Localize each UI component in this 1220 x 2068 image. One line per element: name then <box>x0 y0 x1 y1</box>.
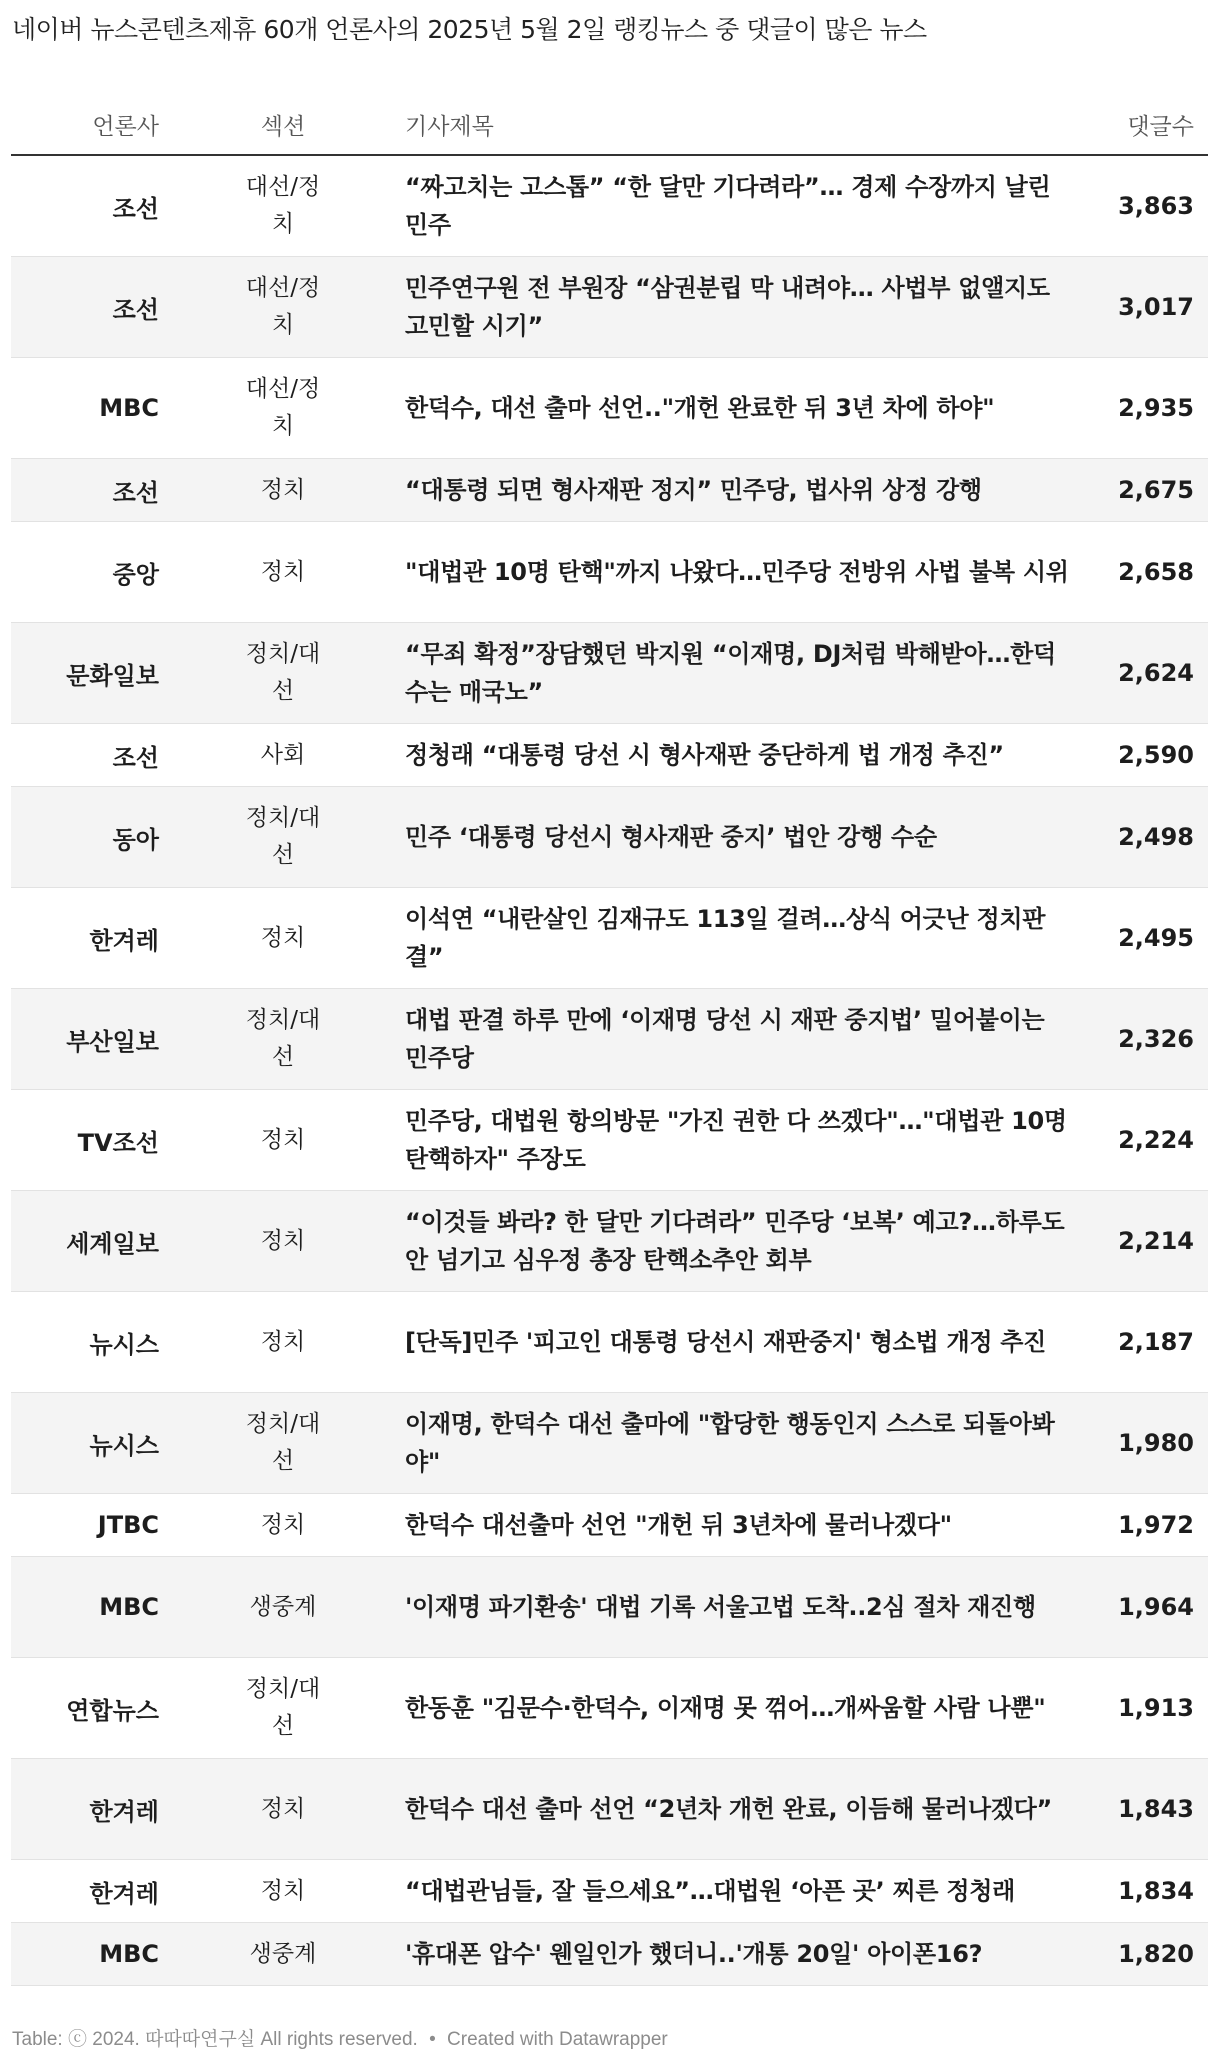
section-cell <box>171 724 395 787</box>
section-cell <box>171 1494 395 1557</box>
table-row <box>11 1759 1208 1860</box>
table-row <box>11 522 1208 623</box>
publisher-cell: 뉴시스 <box>11 1292 171 1393</box>
headline-cell: “짜고치는 고스톱” “한 달만 기다려라”… 경제 수장까지 날린 민주 <box>395 155 1089 257</box>
table-row <box>11 155 1208 257</box>
comment-count-cell: 1,972 <box>1089 1494 1208 1557</box>
section-cell <box>171 1860 395 1923</box>
publisher-cell: MBC <box>11 1557 171 1658</box>
headline-cell: 이석연 “내란살인 김재규도 113일 걸려…상식 어긋난 정치판결” <box>395 888 1089 989</box>
table-row <box>11 1923 1208 1986</box>
publisher-cell: TV조선 <box>11 1090 171 1191</box>
section-cell <box>171 257 395 358</box>
column-header-section[interactable]: 섹션 <box>171 94 395 155</box>
publisher-cell: 조선 <box>11 257 171 358</box>
comment-count-cell: 1,820 <box>1089 1923 1208 1986</box>
section-label: 정치 <box>260 1795 306 1822</box>
footer-source: Table: ⓒ 2024. 따따따연구실 All rights reserved. <box>12 2029 418 2050</box>
headline-cell: 한덕수, 대선 출마 선언.."개헌 완료한 뒤 3년 차에 하야" <box>395 358 1089 459</box>
section-label: 대선/정치 <box>245 174 321 237</box>
table-title: 네이버 뉴스콘텐츠제휴 60개 언론사의 2025년 5월 2일 랭킹뉴스 중 댓글이 많은 뉴스 <box>12 15 927 44</box>
headline-cell: 대법 판결 하루 만에 ‘이재명 당선 시 재판 중지법’ 밀어붙이는 민주당 <box>395 989 1089 1090</box>
comment-count-cell: 2,187 <box>1089 1292 1208 1393</box>
section-label: 정치 <box>260 924 306 951</box>
news-table <box>11 94 1208 1986</box>
comment-count-cell: 2,495 <box>1089 888 1208 989</box>
table-row <box>11 1292 1208 1393</box>
publisher-cell: 부산일보 <box>11 989 171 1090</box>
table-row <box>11 623 1208 724</box>
publisher-cell: 중앙 <box>11 522 171 623</box>
publisher-cell: MBC <box>11 1923 171 1986</box>
comment-count-cell: 2,214 <box>1089 1191 1208 1292</box>
comment-count-cell: 1,834 <box>1089 1860 1208 1923</box>
comment-count-cell: 1,913 <box>1089 1658 1208 1759</box>
section-cell <box>171 787 395 888</box>
section-cell <box>171 522 395 623</box>
table-row <box>11 257 1208 358</box>
section-label: 정치/대선 <box>245 1007 321 1070</box>
section-label: 정치/대선 <box>245 1411 321 1474</box>
table-row <box>11 1494 1208 1557</box>
headline-cell: 민주연구원 전 부원장 “삼권분립 막 내려야… 사법부 없앨지도 고민할 시기” <box>395 257 1089 358</box>
publisher-cell: 뉴시스 <box>11 1393 171 1494</box>
section-cell <box>171 888 395 989</box>
section-label: 정치/대선 <box>245 805 321 868</box>
comment-count-cell: 2,224 <box>1089 1090 1208 1191</box>
section-cell <box>171 358 395 459</box>
column-header-publisher[interactable]: 언론사 <box>11 94 171 155</box>
section-cell <box>171 1292 395 1393</box>
comment-count-cell: 3,017 <box>1089 257 1208 358</box>
table-row <box>11 1860 1208 1923</box>
comment-count-cell: 3,863 <box>1089 155 1208 257</box>
comment-count-cell: 2,590 <box>1089 724 1208 787</box>
headline-cell: 민주당, 대법원 항의방문 "가진 권한 다 쓰겠다"…"대법관 10명 탄핵하자" 주장도 <box>395 1090 1089 1191</box>
section-label: 생중계 <box>249 1940 317 1967</box>
table-row <box>11 989 1208 1090</box>
section-cell <box>171 1923 395 1986</box>
headline-cell: “대법관님들, 잘 들으세요”…대법원 ‘아픈 곳’ 찌른 정청래 <box>395 1860 1089 1923</box>
section-cell <box>171 1191 395 1292</box>
section-cell <box>171 1658 395 1759</box>
table-body <box>11 155 1208 1986</box>
publisher-cell: 세계일보 <box>11 1191 171 1292</box>
table-row <box>11 1191 1208 1292</box>
table-row <box>11 724 1208 787</box>
comment-count-cell: 2,624 <box>1089 623 1208 724</box>
headline-cell: “무죄 확정”장담했던 박지원 “이재명, DJ처럼 박해받아…한덕수는 매국노” <box>395 623 1089 724</box>
section-label: 정치 <box>260 558 306 585</box>
table-row <box>11 888 1208 989</box>
headline-cell: 이재명, 한덕수 대선 출마에 "합당한 행동인지 스스로 되돌아봐야" <box>395 1393 1089 1494</box>
headline-cell: 한덕수 대선 출마 선언 “2년차 개헌 완료, 이듬해 물러나겠다” <box>395 1759 1089 1860</box>
publisher-cell: JTBC <box>11 1494 171 1557</box>
section-label: 정치/대선 <box>245 1676 321 1739</box>
table-row <box>11 459 1208 522</box>
section-label: 정치 <box>260 1328 306 1355</box>
footer-separator: • <box>429 2029 436 2050</box>
section-label: 정치 <box>260 1877 306 1904</box>
table-row <box>11 1090 1208 1191</box>
comment-count-cell: 1,980 <box>1089 1393 1208 1494</box>
section-cell <box>171 1759 395 1860</box>
section-label: 대선/정치 <box>245 275 321 338</box>
table-header <box>11 94 1208 155</box>
comment-count-cell: 2,935 <box>1089 358 1208 459</box>
section-label: 정치 <box>260 1126 306 1153</box>
publisher-cell: 한겨레 <box>11 888 171 989</box>
table-row <box>11 1557 1208 1658</box>
section-cell <box>171 1393 395 1494</box>
section-cell <box>171 623 395 724</box>
footer <box>12 2024 668 2051</box>
publisher-cell: 조선 <box>11 155 171 257</box>
section-label: 정치 <box>260 476 306 503</box>
headline-cell: "대법관 10명 탄핵"까지 나왔다…민주당 전방위 사법 불복 시위 <box>395 522 1089 623</box>
section-label: 정치 <box>260 1511 306 1538</box>
table-row <box>11 358 1208 459</box>
comment-count-cell: 2,326 <box>1089 989 1208 1090</box>
comment-count-cell: 2,658 <box>1089 522 1208 623</box>
comment-count-cell: 2,498 <box>1089 787 1208 888</box>
publisher-cell: 동아 <box>11 787 171 888</box>
comment-count-cell: 1,964 <box>1089 1557 1208 1658</box>
publisher-cell: 조선 <box>11 459 171 522</box>
table-row <box>11 787 1208 888</box>
headline-cell: “대통령 되면 형사재판 정지” 민주당, 법사위 상정 강행 <box>395 459 1089 522</box>
section-label: 생중계 <box>249 1593 317 1620</box>
publisher-cell: 한겨레 <box>11 1860 171 1923</box>
headline-cell: '휴대폰 압수' 웬일인가 했더니..'개통 20일' 아이폰16? <box>395 1923 1089 1986</box>
publisher-cell: MBC <box>11 358 171 459</box>
section-cell <box>171 459 395 522</box>
section-cell <box>171 1557 395 1658</box>
headline-cell: 정청래 “대통령 당선 시 형사재판 중단하게 법 개정 추진” <box>395 724 1089 787</box>
publisher-cell: 문화일보 <box>11 623 171 724</box>
footer-credit-link[interactable]: Created with Datawrapper <box>447 2029 668 2050</box>
headline-cell: 한동훈 "김문수·한덕수, 이재명 못 꺾어…개싸움할 사람 나뿐" <box>395 1658 1089 1759</box>
table-row <box>11 1393 1208 1494</box>
section-cell <box>171 1090 395 1191</box>
section-label: 사회 <box>260 741 306 768</box>
comment-count-cell: 2,675 <box>1089 459 1208 522</box>
section-cell <box>171 989 395 1090</box>
headline-cell: '이재명 파기환송' 대법 기록 서울고법 도착..2심 절차 재진행 <box>395 1557 1089 1658</box>
section-label: 정치 <box>260 1227 306 1254</box>
publisher-cell: 조선 <box>11 724 171 787</box>
table-row <box>11 1658 1208 1759</box>
publisher-cell: 한겨레 <box>11 1759 171 1860</box>
column-header-headline[interactable]: 기사제목 <box>395 94 1089 155</box>
section-cell <box>171 155 395 257</box>
headline-cell: [단독]민주 '피고인 대통령 당선시 재판중지' 형소법 개정 추진 <box>395 1292 1089 1393</box>
section-label: 대선/정치 <box>245 376 321 439</box>
publisher-cell: 연합뉴스 <box>11 1658 171 1759</box>
headline-cell: 민주 ‘대통령 당선시 형사재판 중지’ 법안 강행 수순 <box>395 787 1089 888</box>
headline-cell: 한덕수 대선출마 선언 "개헌 뒤 3년차에 물러나겠다" <box>395 1494 1089 1557</box>
comment-count-cell: 1,843 <box>1089 1759 1208 1860</box>
column-header-comments[interactable]: 댓글수 <box>1089 94 1208 155</box>
headline-cell: “이것들 봐라? 한 달만 기다려라” 민주당 ‘보복’ 예고?…하루도 안 넘기고 심우정 총장 탄핵소추안 회부 <box>395 1191 1089 1292</box>
section-label: 정치/대선 <box>245 641 321 704</box>
